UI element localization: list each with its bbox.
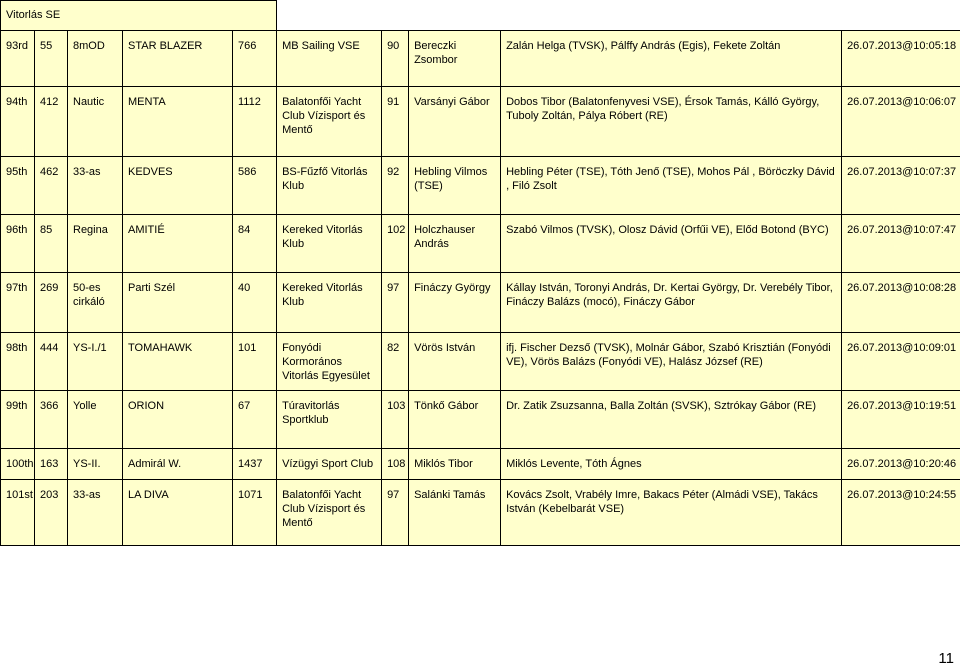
- cell-yardstick: 1071: [233, 480, 277, 546]
- cell-id: 203: [35, 480, 68, 546]
- cell-helm-no: 97: [382, 273, 409, 333]
- cell-class: 33-as: [68, 480, 123, 546]
- cell-crew: ifj. Fischer Dezső (TVSK), Molnár Gábor, Szabó Krisztián (Fonyódi VE), Vörös Balázs (Fonyódi VE), Halász József (RE): [501, 333, 842, 391]
- cell-boat: Admirál W.: [123, 449, 233, 480]
- cell-helm-no: 91: [382, 87, 409, 157]
- cell-place: 98th: [1, 333, 35, 391]
- cell-place: 101st: [1, 480, 35, 546]
- cell-boat: LA DIVA: [123, 480, 233, 546]
- cell-class: YS-I./1: [68, 333, 123, 391]
- table-row: [1, 157, 960, 215]
- cell-club: Balatonfői Yacht Club Vízisport és Mentő: [277, 480, 382, 546]
- cell-id: 269: [35, 273, 68, 333]
- cell-helm: Miklós Tibor: [409, 449, 501, 480]
- table-row: [1, 215, 960, 273]
- cell-helm: Varsányi Gábor: [409, 87, 501, 157]
- cell-id: 462: [35, 157, 68, 215]
- table-row: [1, 480, 960, 546]
- cell-boat: Parti Szél: [123, 273, 233, 333]
- cell-boat: ORION: [123, 391, 233, 449]
- cell-crew: Dr. Zatik Zsuzsanna, Balla Zoltán (SVSK), Sztrókay Gábor (RE): [501, 391, 842, 449]
- cell-boat: TOMAHAWK: [123, 333, 233, 391]
- cell-helm-no: 103: [382, 391, 409, 449]
- cell-id: 55: [35, 31, 68, 87]
- cell-helm: Holczhauser András: [409, 215, 501, 273]
- cell-crew: Miklós Levente, Tóth Ágnes: [501, 449, 842, 480]
- cell-yardstick: 1437: [233, 449, 277, 480]
- cell-yardstick: 1112: [233, 87, 277, 157]
- cell-place: 93rd: [1, 31, 35, 87]
- cell-crew: Hebling Péter (TSE), Tóth Jenő (TSE), Mohos Pál , Böröczky Dávid , Filó Zsolt: [501, 157, 842, 215]
- cell-club: Kereked Vitorlás Klub: [277, 273, 382, 333]
- cell-place: 99th: [1, 391, 35, 449]
- cell-time: 26.07.2013@10:07:37: [842, 157, 960, 215]
- cell-club: Kereked Vitorlás Klub: [277, 215, 382, 273]
- cell-class: Regina: [68, 215, 123, 273]
- cell-helm: Fináczy György: [409, 273, 501, 333]
- cell-crew: Zalán Helga (TVSK), Pálffy András (Egis), Fekete Zoltán: [501, 31, 842, 87]
- cell-id: 163: [35, 449, 68, 480]
- cell-time: 26.07.2013@10:24:55: [842, 480, 960, 546]
- cell-yardstick: 84: [233, 215, 277, 273]
- cell-time: 26.07.2013@10:09:01: [842, 333, 960, 391]
- cell-class: 50-es cirkáló: [68, 273, 123, 333]
- cell-class: YS-II.: [68, 449, 123, 480]
- cell-boat: AMITIÉ: [123, 215, 233, 273]
- cell-yardstick: 67: [233, 391, 277, 449]
- cell-class: 33-as: [68, 157, 123, 215]
- cell-class: Nautic: [68, 87, 123, 157]
- cell-time: 26.07.2013@10:20:46: [842, 449, 960, 480]
- section-header-row: [1, 1, 960, 31]
- cell-time: 26.07.2013@10:06:07: [842, 87, 960, 157]
- cell-crew: Kállay István, Toronyi András, Dr. Kertai György, Dr. Verebély Tibor, Fináczy Balázs (mocó), Fináczy Gábor: [501, 273, 842, 333]
- table-row: [1, 333, 960, 391]
- cell-place: 96th: [1, 215, 35, 273]
- cell-crew: Kovács Zsolt, Vrabély Imre, Bakacs Péter (Almádi VSE), Takács István (Kebelbarát VSE): [501, 480, 842, 546]
- section-header-empty: [277, 1, 960, 31]
- cell-time: 26.07.2013@10:19:51: [842, 391, 960, 449]
- cell-place: 97th: [1, 273, 35, 333]
- table-row: [1, 87, 960, 157]
- cell-id: 444: [35, 333, 68, 391]
- cell-time: 26.07.2013@10:05:18: [842, 31, 960, 87]
- cell-boat: KEDVES: [123, 157, 233, 215]
- table-row: [1, 449, 960, 480]
- cell-id: 366: [35, 391, 68, 449]
- cell-helm-no: 92: [382, 157, 409, 215]
- cell-crew: Szabó Vilmos (TVSK), Olosz Dávid (Orfűi VE), Előd Botond (BYC): [501, 215, 842, 273]
- table-row: [1, 391, 960, 449]
- cell-helm-no: 82: [382, 333, 409, 391]
- table-row: [1, 273, 960, 333]
- cell-boat: STAR BLAZER: [123, 31, 233, 87]
- cell-helm-no: 102: [382, 215, 409, 273]
- cell-id: 85: [35, 215, 68, 273]
- cell-place: 100th: [1, 449, 35, 480]
- cell-place: 94th: [1, 87, 35, 157]
- cell-helm: Hebling Vilmos (TSE): [409, 157, 501, 215]
- cell-helm-no: 90: [382, 31, 409, 87]
- cell-helm-no: 97: [382, 480, 409, 546]
- cell-place: 95th: [1, 157, 35, 215]
- cell-time: 26.07.2013@10:07:47: [842, 215, 960, 273]
- cell-club: MB Sailing VSE: [277, 31, 382, 87]
- cell-helm: Tönkő Gábor: [409, 391, 501, 449]
- cell-yardstick: 40: [233, 273, 277, 333]
- page-number: 11: [938, 650, 954, 667]
- cell-yardstick: 766: [233, 31, 277, 87]
- cell-club: Túravitorlás Sportklub: [277, 391, 382, 449]
- cell-club: Vízügyi Sport Club: [277, 449, 382, 480]
- cell-helm: Vörös István: [409, 333, 501, 391]
- cell-club: BS-Fűzfő Vitorlás Klub: [277, 157, 382, 215]
- cell-id: 412: [35, 87, 68, 157]
- cell-crew: Dobos Tibor (Balatonfenyvesi VSE), Érsok Tamás, Kálló György, Tuboly Zoltán, Pálya Róbert (RE): [501, 87, 842, 157]
- cell-helm: Bereczki Zsombor: [409, 31, 501, 87]
- cell-boat: MENTA: [123, 87, 233, 157]
- cell-time: 26.07.2013@10:08:28: [842, 273, 960, 333]
- cell-helm-no: 108: [382, 449, 409, 480]
- cell-class: Yolle: [68, 391, 123, 449]
- cell-yardstick: 101: [233, 333, 277, 391]
- table-row: [1, 31, 960, 87]
- cell-club: Balatonfői Yacht Club Vízisport és Mentő: [277, 87, 382, 157]
- cell-club: Fonyódi Kormorános Vitorlás Egyesület: [277, 333, 382, 391]
- section-title: Vitorlás SE: [1, 1, 277, 31]
- cell-yardstick: 586: [233, 157, 277, 215]
- cell-helm: Salánki Tamás: [409, 480, 501, 546]
- cell-class: 8mOD: [68, 31, 123, 87]
